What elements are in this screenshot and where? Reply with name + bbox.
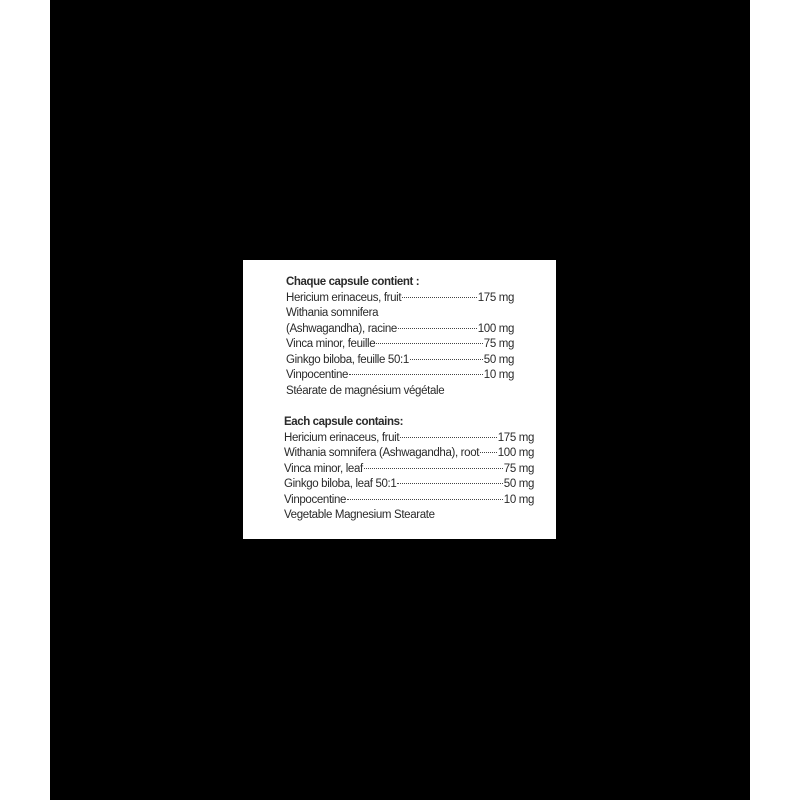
- ingredient-label: [243, 260, 556, 539]
- ingredient-row: [284, 493, 534, 509]
- dot-leader: [376, 343, 482, 344]
- ingredient-amount: 100 mg: [497, 447, 534, 459]
- dot-leader: [347, 499, 503, 500]
- ingredient-name: Withania somnifera (Ashwagandha), root: [284, 447, 480, 459]
- english-heading: Each capsule contains:: [284, 416, 404, 428]
- ingredient-amount: 75 mg: [503, 462, 534, 475]
- ingredient-amount: 10 mg: [483, 369, 514, 381]
- ingredient-amount: 50 mg: [503, 478, 534, 490]
- ingredient-name: Ginkgo biloba, feuille 50:1: [286, 353, 409, 366]
- ingredient-name: Vinca minor, leaf: [284, 462, 363, 475]
- ingredient-amount: 75 mg: [483, 338, 514, 350]
- dot-leader: [400, 437, 496, 438]
- ingredient-name: Vinpocentine: [286, 369, 349, 381]
- french-heading: Chaque capsule contient :: [286, 276, 420, 288]
- french-ingredients-section: [286, 275, 514, 399]
- dot-leader: [480, 452, 497, 453]
- ingredient-name: Vinca minor, feuille: [286, 338, 376, 350]
- ingredient-row: [284, 446, 534, 462]
- ingredient-name: Withania somnifera: [286, 307, 379, 319]
- ingredient-amount: 50 mg: [483, 353, 514, 366]
- ingredient-amount: 175 mg: [497, 431, 534, 444]
- ingredient-row: [286, 353, 514, 369]
- ingredient-row: [286, 368, 514, 384]
- ingredient-name: (Ashwagandha), racine: [286, 322, 397, 335]
- ingredient-row: [284, 477, 534, 493]
- dot-leader: [397, 483, 502, 484]
- ingredient-row: [284, 462, 534, 478]
- ingredient-amount: 10 mg: [503, 493, 534, 506]
- ingredient-name: Vinpocentine: [284, 493, 347, 506]
- ingredient-row: [286, 337, 514, 353]
- ingredient-row: [286, 322, 514, 338]
- dot-leader: [410, 359, 483, 360]
- dot-leader: [349, 374, 483, 375]
- ingredient-name: Ginkgo biloba, leaf 50:1: [284, 478, 397, 490]
- ingredient-row: [284, 431, 534, 447]
- ingredient-name: Hericium erinaceus, fruit: [284, 431, 400, 444]
- dot-leader: [398, 328, 477, 329]
- ingredient-row: [286, 291, 514, 307]
- excipient-text: Stéarate de magnésium végétale: [286, 384, 445, 397]
- english-ingredients-section: [284, 415, 534, 524]
- dot-leader: [364, 468, 503, 469]
- ingredient-amount: 175 mg: [477, 291, 514, 304]
- ingredient-amount: 100 mg: [477, 322, 514, 335]
- ingredient-name: Hericium erinaceus, fruit: [286, 291, 402, 304]
- dot-leader: [402, 297, 476, 298]
- excipient-text: Vegetable Magnesium Stearate: [284, 509, 435, 521]
